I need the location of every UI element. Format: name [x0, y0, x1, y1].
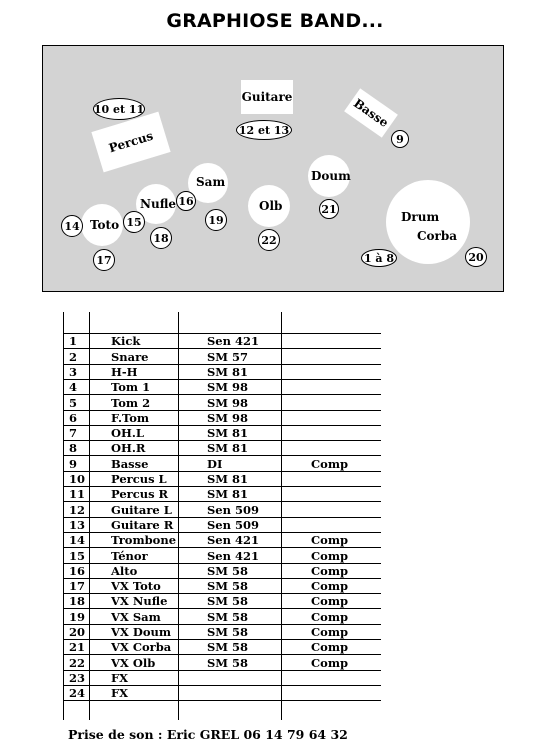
channel-comp: Comp: [311, 609, 349, 624]
channel-source: VX Sam: [111, 609, 161, 624]
channel-source: Percus R: [111, 487, 169, 502]
channel-number: 21: [69, 640, 86, 655]
channel-source: VX Toto: [111, 579, 161, 594]
channel-mic: SM 98: [207, 395, 249, 410]
channel-source: Guitare L: [111, 502, 172, 517]
corba-label: Corba: [417, 229, 458, 243]
drum-label: Drum: [401, 210, 440, 224]
input-20-marker: 20: [465, 247, 487, 267]
channel-mic: DI: [207, 456, 223, 471]
basse-label: Basse: [350, 96, 392, 130]
channel-mic: SM 81: [207, 441, 249, 456]
guitare-label: Guitare: [241, 90, 293, 104]
input-9-marker: 9: [391, 130, 409, 148]
channel-number: 1: [69, 334, 78, 349]
channel-number: 8: [69, 441, 78, 456]
channel-mic: SM 58: [207, 609, 249, 624]
channel-source: Basse: [111, 456, 149, 471]
channel-source: Kick: [111, 334, 141, 349]
channel-number: 18: [69, 594, 86, 609]
nufle-label: Nufle: [140, 197, 177, 211]
input-17-marker: 17: [93, 249, 115, 271]
channel-number: 5: [69, 395, 78, 410]
doum-label: Doum: [311, 169, 351, 183]
channel-number: 19: [69, 609, 86, 624]
input-21-marker: 21: [319, 199, 339, 219]
channel-source: VX Olb: [111, 655, 156, 670]
channel-comp: Comp: [311, 548, 349, 563]
channel-number: 23: [69, 670, 86, 685]
channel-number: 17: [69, 579, 86, 594]
channel-number: 9: [69, 456, 78, 471]
channel-comp: Comp: [311, 563, 349, 578]
channel-mic: Sen 421: [207, 334, 259, 349]
percus-riser: [91, 112, 170, 173]
channel-source: OH.L: [111, 426, 144, 441]
channel-comp: Comp: [311, 533, 349, 548]
input-14-marker: 14: [61, 215, 83, 237]
channel-mic: Sen 421: [207, 533, 259, 548]
input-19-marker: 19: [205, 209, 227, 231]
input-22-marker: 22: [258, 229, 280, 251]
guitare-amp: [241, 80, 293, 114]
input-16-marker: 16: [176, 191, 196, 211]
channel-comp: Comp: [311, 579, 349, 594]
channel-source: VX Doum: [111, 625, 172, 639]
channel-mic: SM 58: [207, 625, 249, 639]
channel-mic: SM 58: [207, 579, 249, 594]
channel-number: 4: [69, 380, 78, 395]
channel-source: Trombone: [111, 533, 177, 548]
channel-comp: Comp: [311, 655, 349, 670]
channel-mic: SM 57: [207, 349, 249, 364]
channel-mic: SM 81: [207, 487, 249, 502]
channel-number: 12: [69, 502, 86, 517]
channel-source: FX: [111, 670, 129, 685]
channel-source: Tom 1: [111, 380, 151, 395]
channel-source: H-H: [111, 364, 138, 379]
channel-number: 24: [69, 686, 86, 701]
channel-mic: SM 58: [207, 563, 249, 578]
channel-number: 6: [69, 410, 78, 425]
channel-mic: Sen 421: [207, 548, 259, 563]
channel-source: Guitare R: [111, 517, 174, 532]
channel-source: VX Corba: [111, 640, 172, 655]
channel-mic: SM 58: [207, 594, 249, 609]
channel-source: Tom 2: [111, 395, 151, 410]
stage-plot: [42, 45, 504, 292]
page-title: GRAPHIOSE BAND...: [166, 10, 384, 32]
input-18-marker: 18: [150, 227, 172, 249]
channel-number: 20: [69, 625, 86, 639]
percus-label: Percus: [107, 128, 155, 156]
patch-list: [63, 312, 381, 720]
channel-comp: Comp: [311, 456, 349, 471]
channel-source: Snare: [111, 349, 149, 364]
channel-number: 14: [69, 533, 86, 548]
channel-mic: SM 81: [207, 426, 249, 441]
basse-amp: [344, 88, 398, 137]
input-12-13-marker: 12 et 13: [236, 120, 292, 140]
channel-number: 3: [69, 364, 78, 379]
sam-label: Sam: [196, 175, 226, 189]
channel-mic: SM 98: [207, 410, 249, 425]
channel-source: Ténor: [111, 548, 148, 563]
sound-engineer-contact: Prise de son : Eric GREL 06 14 79 64 32: [68, 727, 348, 742]
input-1-8-marker: 1 à 8: [361, 249, 397, 267]
channel-number: 15: [69, 548, 86, 563]
row-separator: [63, 700, 381, 701]
channel-mic: SM 98: [207, 380, 249, 395]
channel-source: VX Nufle: [111, 594, 168, 609]
input-15-marker: 15: [123, 211, 145, 233]
olb-label: Olb: [259, 199, 283, 213]
channel-source: FX: [111, 686, 129, 701]
channel-source: F.Tom: [111, 410, 150, 425]
channel-number: 22: [69, 655, 86, 670]
channel-comp: Comp: [311, 640, 349, 655]
channel-number: 2: [69, 349, 78, 364]
channel-mic: SM 58: [207, 640, 249, 655]
channel-number: 16: [69, 563, 86, 578]
channel-comp: Comp: [311, 594, 349, 609]
input-10-11-marker: 10 et 11: [93, 98, 145, 120]
channel-mic: Sen 509: [207, 502, 259, 517]
toto-label: Toto: [90, 218, 120, 232]
channel-number: 11: [69, 487, 86, 502]
channel-mic: SM 58: [207, 655, 249, 670]
channel-number: 13: [69, 517, 86, 532]
channel-mic: SM 81: [207, 364, 249, 379]
channel-source: Alto: [111, 563, 138, 578]
channel-source: Percus L: [111, 472, 167, 486]
channel-mic: SM 81: [207, 472, 249, 486]
channel-mic: Sen 509: [207, 517, 259, 532]
channel-number: 7: [69, 426, 78, 441]
channel-comp: Comp: [311, 625, 349, 639]
channel-number: 10: [69, 472, 86, 486]
channel-source: OH.R: [111, 441, 146, 456]
